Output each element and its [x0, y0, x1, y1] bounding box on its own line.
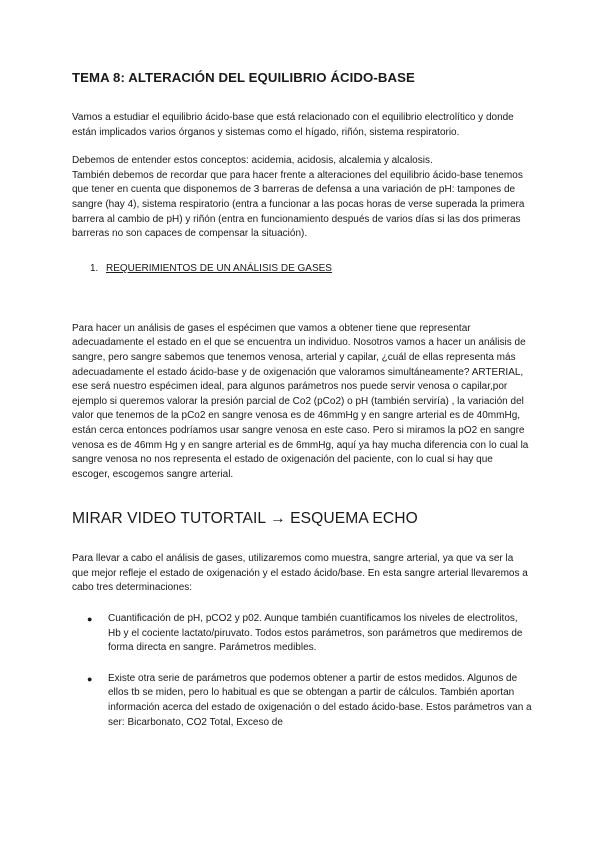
document-title: TEMA 8: ALTERACIÓN DEL EQUILIBRIO ÁCIDO-BASE — [72, 70, 415, 85]
list-item — [72, 672, 532, 730]
bullet-text: Existe otra serie de parámetros que podemos obtener a partir de estos medidos. Algunos de ellos tb se miden, pero lo habitual es que se obtengan a partir de cálculos. También aportan información acerca del estado de oxigenación o del estado ácido-base. Estos parámetros van a ser: Bicarbonato, CO2 Total, Exceso de — [108, 672, 532, 728]
bullet-list — [72, 612, 532, 730]
video-heading: MIRAR VIDEO TUTORTAIL → ESQUEMA ECHO — [72, 510, 418, 528]
concepts-paragraph: Debemos de entender estos conceptos: acidemia, acidosis, alcalemia y alcalosis. — [72, 155, 433, 167]
list-number: 1. — [90, 262, 99, 274]
numbered-list — [72, 262, 532, 276]
document-page — [72, 70, 532, 746]
gas-analysis-paragraph: Para hacer un análisis de gases el espécimen que vamos a obtener tiene que representar adecuadamente el estado en el que se encuentra un individuo. Nosotros vamos a hacer un análisis de sangre, pero sangre sabemos que tenemos venosa, arterial y capilar, ¿cuál de ellas representa más adecuadamente el estado ácido-base y de oxigenación que valoramos simultáneamente? ARTERIAL, ese será nuestro espécimen ideal, para algunos parámetros nos puede servir venosa o capilar,por ejemplo si queremos valorar la presión parcial de Co2 (pCo2) o pH (también serviría) , la variación del valor que tenemos de la pCo2 en sangre venosa es de 46mmHg y en sangre arterial es de 40mmHg, están cerca entonces podríamos usar sangre venosa en este caso. Pero si miramos la pO2 en sangre venosa es de 46mm Hg y en sangre arterial es de 6mmHg, aquí ya hay mucha diferencia con lo cual la sangre venosa no nos representa el estado de oxigenación del paciente, con lo cual si hay que escoger, escogemos sangre arterial. — [72, 322, 529, 480]
section-heading: REQUERIMIENTOS DE UN ANÁLISIS DE GASES — [106, 262, 332, 274]
list-item — [72, 262, 532, 276]
barriers-paragraph: También debemos de recordar que para hacer frente a alteraciones del equilibrio ácido-base tenemos que tener en cuenta que disponemos de 3 barreras de defensa a una variación de pH: tampones de sangre (hay 4), sistema respiratorio (entra a funcionar a las pocas horas de verse superada la primera barrera al cambio de pH) y riñón (entra en funcionamiento después de varios días si las dos primeras barreras no son capaces de compensar la situación). — [72, 169, 525, 240]
arterial-sample-paragraph: Para llevar a cabo el análisis de gases, utilizaremos como muestra, sangre arterial, ya que va ser la que mejor refleje el estado de oxigenación y el estado ácido/base. En esta sangre arterial llevaremos a cabo tres determinaciones: — [72, 553, 528, 594]
bullet-icon: ● — [87, 614, 93, 625]
bullet-icon: ● — [87, 673, 93, 684]
intro-paragraph: Vamos a estudiar el equilibrio ácido-base que está relacionado con el equilibrio electrolítico y donde están implicados varios órganos y sistemas como el hígado, riñón, sistema respiratorio. — [72, 112, 514, 138]
list-item — [72, 612, 532, 656]
bullet-text: Cuantificación de pH, pCO2 y p02. Aunque también cuantificamos los niveles de electrolitos, Hb y el cociente lactato/piruvato. Todos estos parámetros, son parámetros que mediremos de forma directa en sangre. Parámetros medibles. — [108, 613, 523, 654]
